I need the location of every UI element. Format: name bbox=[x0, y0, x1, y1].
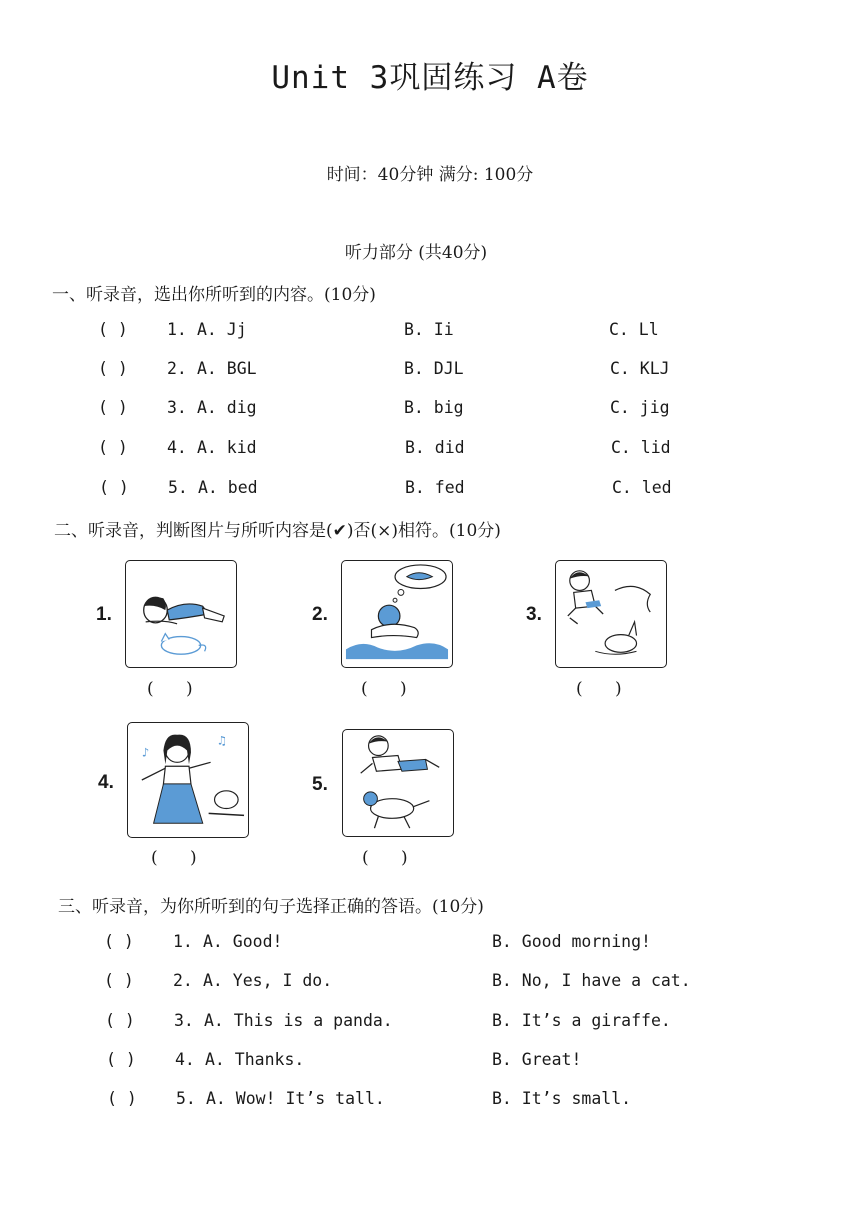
jumping-boy-and-rabbit-picture bbox=[555, 560, 667, 668]
page-title: Unit 3巩固练习 A卷 bbox=[271, 60, 589, 96]
answer-paren[interactable]: ( ) bbox=[98, 438, 128, 457]
answer-paren[interactable]: ( ) bbox=[99, 478, 129, 497]
section-1-question-5 bbox=[0, 478, 860, 506]
option-b: B. Ii bbox=[404, 320, 454, 339]
picture-2-number: 2. bbox=[312, 604, 328, 625]
picture-4-number: 4. bbox=[98, 772, 114, 793]
question-number: 4. bbox=[167, 438, 187, 457]
picture-5-number: 5. bbox=[312, 774, 328, 795]
question-number: 2. bbox=[173, 971, 193, 990]
option-b: B. DJL bbox=[404, 359, 464, 378]
time-score-info: 时间：40分钟 满分: 100分 bbox=[326, 165, 534, 185]
sleeping-girl-and-cat-picture bbox=[125, 560, 237, 668]
listening-part-title: 听力部分 (共40分) bbox=[344, 243, 488, 263]
answer-paren[interactable]: ( ) bbox=[98, 398, 128, 417]
question-number: 3. bbox=[167, 398, 187, 417]
question-number: 5. bbox=[168, 478, 188, 497]
answer-paren[interactable]: ( ) bbox=[107, 1089, 137, 1108]
question-number: 3. bbox=[174, 1011, 194, 1030]
section-2-heading: 二、听录音，判断图片与所听内容是(✔)否(×)相符。(10分) bbox=[54, 521, 501, 541]
option-a: A. Jj bbox=[197, 320, 247, 339]
question-number: 4. bbox=[175, 1050, 195, 1069]
section-3-heading: 三、听录音，为你所听到的句子选择正确的答语。(10分) bbox=[58, 897, 484, 917]
option-a: A. dig bbox=[197, 398, 257, 417]
option-b: B. did bbox=[405, 438, 465, 457]
answer-paren[interactable]: ( ) bbox=[104, 971, 134, 990]
option-a: A. BGL bbox=[197, 359, 257, 378]
option-b: B. fed bbox=[405, 478, 465, 497]
answer-paren[interactable]: ( ) bbox=[106, 1050, 136, 1069]
section-3-question-2 bbox=[0, 971, 860, 999]
picture-1-answer-bracket[interactable]: ( ) bbox=[147, 679, 193, 699]
question-number: 1. bbox=[173, 932, 193, 951]
picture-1-number: 1. bbox=[96, 604, 112, 625]
option-c: C. KLJ bbox=[610, 359, 670, 378]
option-b: B. It’s small. bbox=[492, 1089, 632, 1108]
option-b: B. No, I have a cat. bbox=[492, 971, 691, 990]
section-1-question-3 bbox=[0, 398, 860, 426]
option-a: A. Wow! It’s tall. bbox=[206, 1089, 385, 1108]
section-3-question-4 bbox=[0, 1050, 860, 1078]
option-c: C. jig bbox=[610, 398, 670, 417]
picture-4-answer-bracket[interactable]: ( ) bbox=[151, 848, 197, 868]
option-a: A. Thanks. bbox=[205, 1050, 305, 1069]
picture-3-number: 3. bbox=[526, 604, 542, 625]
option-c: C. led bbox=[612, 478, 672, 497]
option-a: A. kid bbox=[197, 438, 257, 457]
running-boy-and-dog-picture bbox=[342, 729, 454, 837]
answer-paren[interactable]: ( ) bbox=[98, 320, 128, 339]
section-1-question-1 bbox=[0, 320, 860, 348]
picture-2-answer-bracket[interactable]: ( ) bbox=[361, 679, 407, 699]
option-b: B. It’s a giraffe. bbox=[492, 1011, 671, 1030]
picture-5-answer-bracket[interactable]: ( ) bbox=[362, 848, 408, 868]
option-b: B. big bbox=[404, 398, 464, 417]
section-3-question-3 bbox=[0, 1011, 860, 1039]
option-a: A. Yes, I do. bbox=[203, 971, 333, 990]
section-3-question-1 bbox=[0, 932, 860, 960]
svg-text:♪: ♪ bbox=[141, 745, 150, 760]
option-a: A. Good! bbox=[203, 932, 283, 951]
section-3-question-5 bbox=[0, 1089, 860, 1117]
question-number: 5. bbox=[176, 1089, 196, 1108]
answer-paren[interactable]: ( ) bbox=[104, 932, 134, 951]
option-c: C. Ll bbox=[609, 320, 659, 339]
answer-paren[interactable]: ( ) bbox=[98, 359, 128, 378]
answer-paren[interactable]: ( ) bbox=[105, 1011, 135, 1030]
question-number: 2. bbox=[167, 359, 187, 378]
picture-3-answer-bracket[interactable]: ( ) bbox=[576, 679, 622, 699]
option-b: B. Good morning! bbox=[492, 932, 651, 951]
section-1-heading: 一、听录音，选出你所听到的内容。(10分) bbox=[52, 285, 376, 305]
singing-girl-and-bird-picture bbox=[127, 722, 249, 838]
option-b: B. Great! bbox=[492, 1050, 582, 1069]
section-1-question-4 bbox=[0, 438, 860, 466]
option-c: C. lid bbox=[611, 438, 671, 457]
option-a: A. bed bbox=[198, 478, 258, 497]
option-a: A. This is a panda. bbox=[204, 1011, 393, 1030]
section-1-question-2 bbox=[0, 359, 860, 387]
swimming-boy-picture bbox=[341, 560, 453, 668]
svg-text:♫: ♫ bbox=[216, 733, 228, 748]
question-number: 1. bbox=[167, 320, 187, 339]
